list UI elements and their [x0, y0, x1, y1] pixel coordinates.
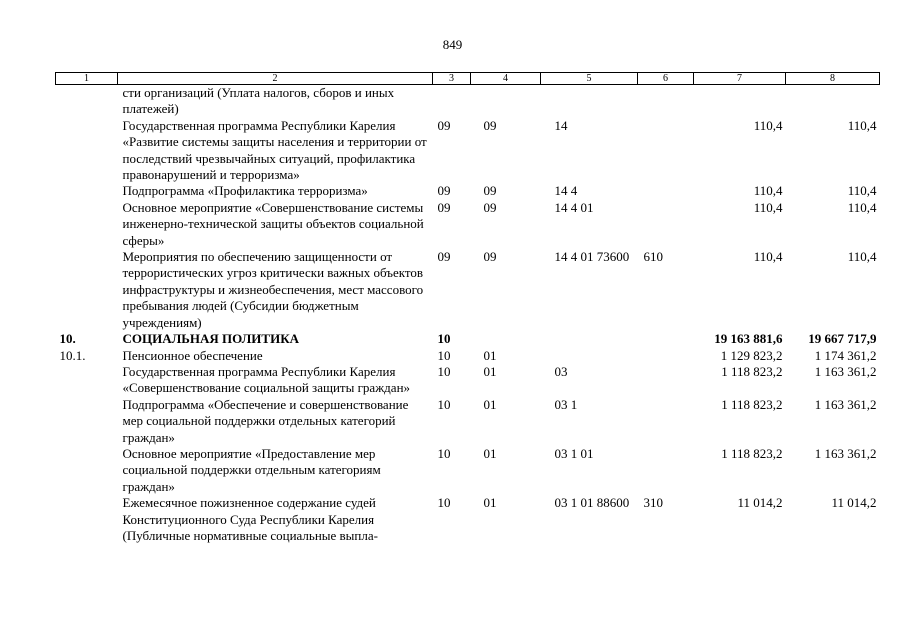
table-row — [56, 397, 880, 446]
row-section-code: 10 — [437, 347, 451, 363]
row-section-code: 09 — [437, 183, 451, 199]
header-col-2: 2 — [118, 73, 433, 85]
header-col-7: 7 — [694, 73, 786, 85]
row-name: Государственная программа Республики Карелия «Развитие системы защиты населения и территории от последствий чрезвычайных ситуаций, профилактика правонарушений и терроризма» — [122, 117, 427, 183]
row-amount-year-2: 1 163 361,2 — [814, 396, 877, 412]
row-number: 10.1. — [59, 347, 86, 363]
row-number — [56, 118, 118, 184]
row-subsection-code: 09 — [483, 199, 497, 215]
row-name: Государственная программа Республики Карелия «Совершенствование социальной защиты граждан» — [122, 363, 411, 396]
row-expense-type-code — [638, 200, 694, 249]
row-amount-year-2: 11 014,2 — [831, 495, 877, 511]
row-number — [56, 446, 118, 495]
row-amount-year-2: 110,4 — [847, 199, 877, 215]
row-subsection-code — [471, 331, 541, 347]
row-section-code: 10 — [437, 396, 451, 412]
row-amount-year-1: 19 163 881,6 — [714, 331, 783, 347]
row-name: СОЦИАЛЬНАЯ ПОЛИТИКА — [122, 331, 300, 347]
row-number — [56, 200, 118, 249]
row-subsection-code: 09 — [483, 249, 497, 265]
header-col-8: 8 — [786, 73, 880, 85]
row-target-article-code — [541, 348, 638, 364]
row-expense-type-code — [638, 331, 694, 347]
row-amount-year-2 — [786, 85, 880, 118]
row-expense-type-code — [638, 446, 694, 495]
row-expense-type-code — [638, 85, 694, 118]
table-row — [56, 364, 880, 397]
header-col-1: 1 — [56, 73, 118, 85]
row-target-article-code: 14 4 — [554, 183, 578, 199]
row-number — [56, 397, 118, 446]
row-amount-year-1: 110,4 — [753, 199, 783, 215]
header-col-5: 5 — [541, 73, 638, 85]
table-row — [56, 183, 880, 199]
row-name: сти организаций (Уплата налогов, сборов и иных платежей) — [122, 85, 395, 117]
row-amount-year-2: 110,4 — [847, 183, 877, 199]
row-amount-year-1: 110,4 — [753, 249, 783, 265]
table-row — [56, 495, 880, 544]
row-subsection-code: 01 — [483, 495, 497, 511]
row-number — [56, 183, 118, 199]
row-amount-year-1: 1 118 823,2 — [721, 445, 783, 461]
row-number: 10. — [59, 331, 76, 347]
row-amount-year-2: 110,4 — [847, 117, 877, 133]
row-section-code: 10 — [437, 445, 451, 461]
row-target-article-code: 14 4 01 — [554, 199, 594, 215]
row-name: Пенсионное обеспечение — [122, 347, 263, 363]
row-section-code: 09 — [437, 249, 451, 265]
row-number — [56, 85, 118, 118]
page-number: 849 — [442, 37, 463, 52]
row-target-article-code: 03 1 01 — [554, 445, 594, 461]
row-amount-year-1: 1 118 823,2 — [721, 363, 783, 379]
row-target-article-code: 14 4 01 73600 — [554, 249, 630, 265]
row-target-article-code — [541, 85, 638, 118]
table-row — [56, 446, 880, 495]
row-expense-type-code — [638, 397, 694, 446]
row-subsection-code: 01 — [483, 347, 497, 363]
row-name: Мероприятия по обеспечению защищенности от террористических угроз критически важных объектов инфраструктуры и жизнеобеспечения, мест массового пребывания людей (Субсидии бюджетным учреждениям) — [122, 249, 424, 330]
row-amount-year-2: 1 163 361,2 — [814, 363, 877, 379]
budget-table — [55, 72, 880, 544]
header-col-4: 4 — [471, 73, 541, 85]
row-amount-year-1: 110,4 — [753, 183, 783, 199]
row-amount-year-1: 1 118 823,2 — [721, 396, 783, 412]
row-target-article-code — [541, 331, 638, 347]
table-body — [56, 85, 880, 545]
row-amount-year-1 — [694, 85, 786, 118]
row-amount-year-2: 110,4 — [847, 249, 877, 265]
header-col-6: 6 — [638, 73, 694, 85]
header-col-3: 3 — [433, 73, 471, 85]
row-target-article-code: 03 — [554, 363, 568, 379]
row-section-code — [433, 85, 471, 118]
row-subsection-code — [471, 85, 541, 118]
row-number — [56, 249, 118, 331]
table-row — [56, 200, 880, 249]
row-name: Основное мероприятие «Совершенствование системы инженерно-технической защиты объектов социальной сферы» — [122, 199, 424, 248]
row-amount-year-2: 1 174 361,2 — [814, 347, 877, 363]
row-subsection-code: 01 — [483, 445, 497, 461]
table-row — [56, 331, 880, 347]
row-amount-year-1: 11 014,2 — [737, 495, 783, 511]
row-subsection-code: 09 — [483, 117, 497, 133]
table-row — [56, 85, 880, 118]
row-amount-year-2: 19 667 717,9 — [808, 331, 877, 347]
row-subsection-code: 09 — [483, 183, 497, 199]
row-number — [56, 495, 118, 544]
table-header-row — [56, 73, 880, 85]
row-target-article-code: 03 1 — [554, 396, 578, 412]
row-expense-type-code — [638, 348, 694, 364]
row-expense-type-code — [638, 183, 694, 199]
row-section-code: 09 — [437, 199, 451, 215]
row-subsection-code: 01 — [483, 363, 497, 379]
row-subsection-code: 01 — [483, 396, 497, 412]
table-row — [56, 118, 880, 184]
row-name: Подпрограмма «Профилактика терроризма» — [122, 183, 368, 199]
row-section-code: 10 — [437, 495, 451, 511]
row-expense-type-code — [638, 118, 694, 184]
row-name: Основное мероприятие «Предоставление мер социальной поддержки отдельным категориям граждан» — [122, 445, 381, 494]
row-target-article-code: 03 1 01 88600 — [554, 495, 630, 511]
row-expense-type-code: 610 — [643, 249, 663, 265]
row-amount-year-2: 1 163 361,2 — [814, 445, 877, 461]
row-name: Подпрограмма «Обеспечение и совершенствование мер социальной поддержки отдельных категорий граждан» — [122, 396, 409, 445]
row-section-code: 09 — [437, 117, 451, 133]
row-target-article-code: 14 — [554, 117, 568, 133]
row-expense-type-code: 310 — [643, 495, 663, 511]
row-amount-year-1: 110,4 — [753, 117, 783, 133]
table-row — [56, 249, 880, 331]
row-name: Ежемесячное пожизненное содержание судей Конституционного Суда Республики Карелия (Публичные нормативные социальные выпла- — [122, 495, 378, 543]
row-section-code: 10 — [437, 331, 451, 347]
row-number — [56, 364, 118, 397]
row-amount-year-1: 1 129 823,2 — [720, 347, 783, 363]
row-expense-type-code — [638, 364, 694, 397]
row-section-code: 10 — [437, 363, 451, 379]
table-row — [56, 348, 880, 364]
